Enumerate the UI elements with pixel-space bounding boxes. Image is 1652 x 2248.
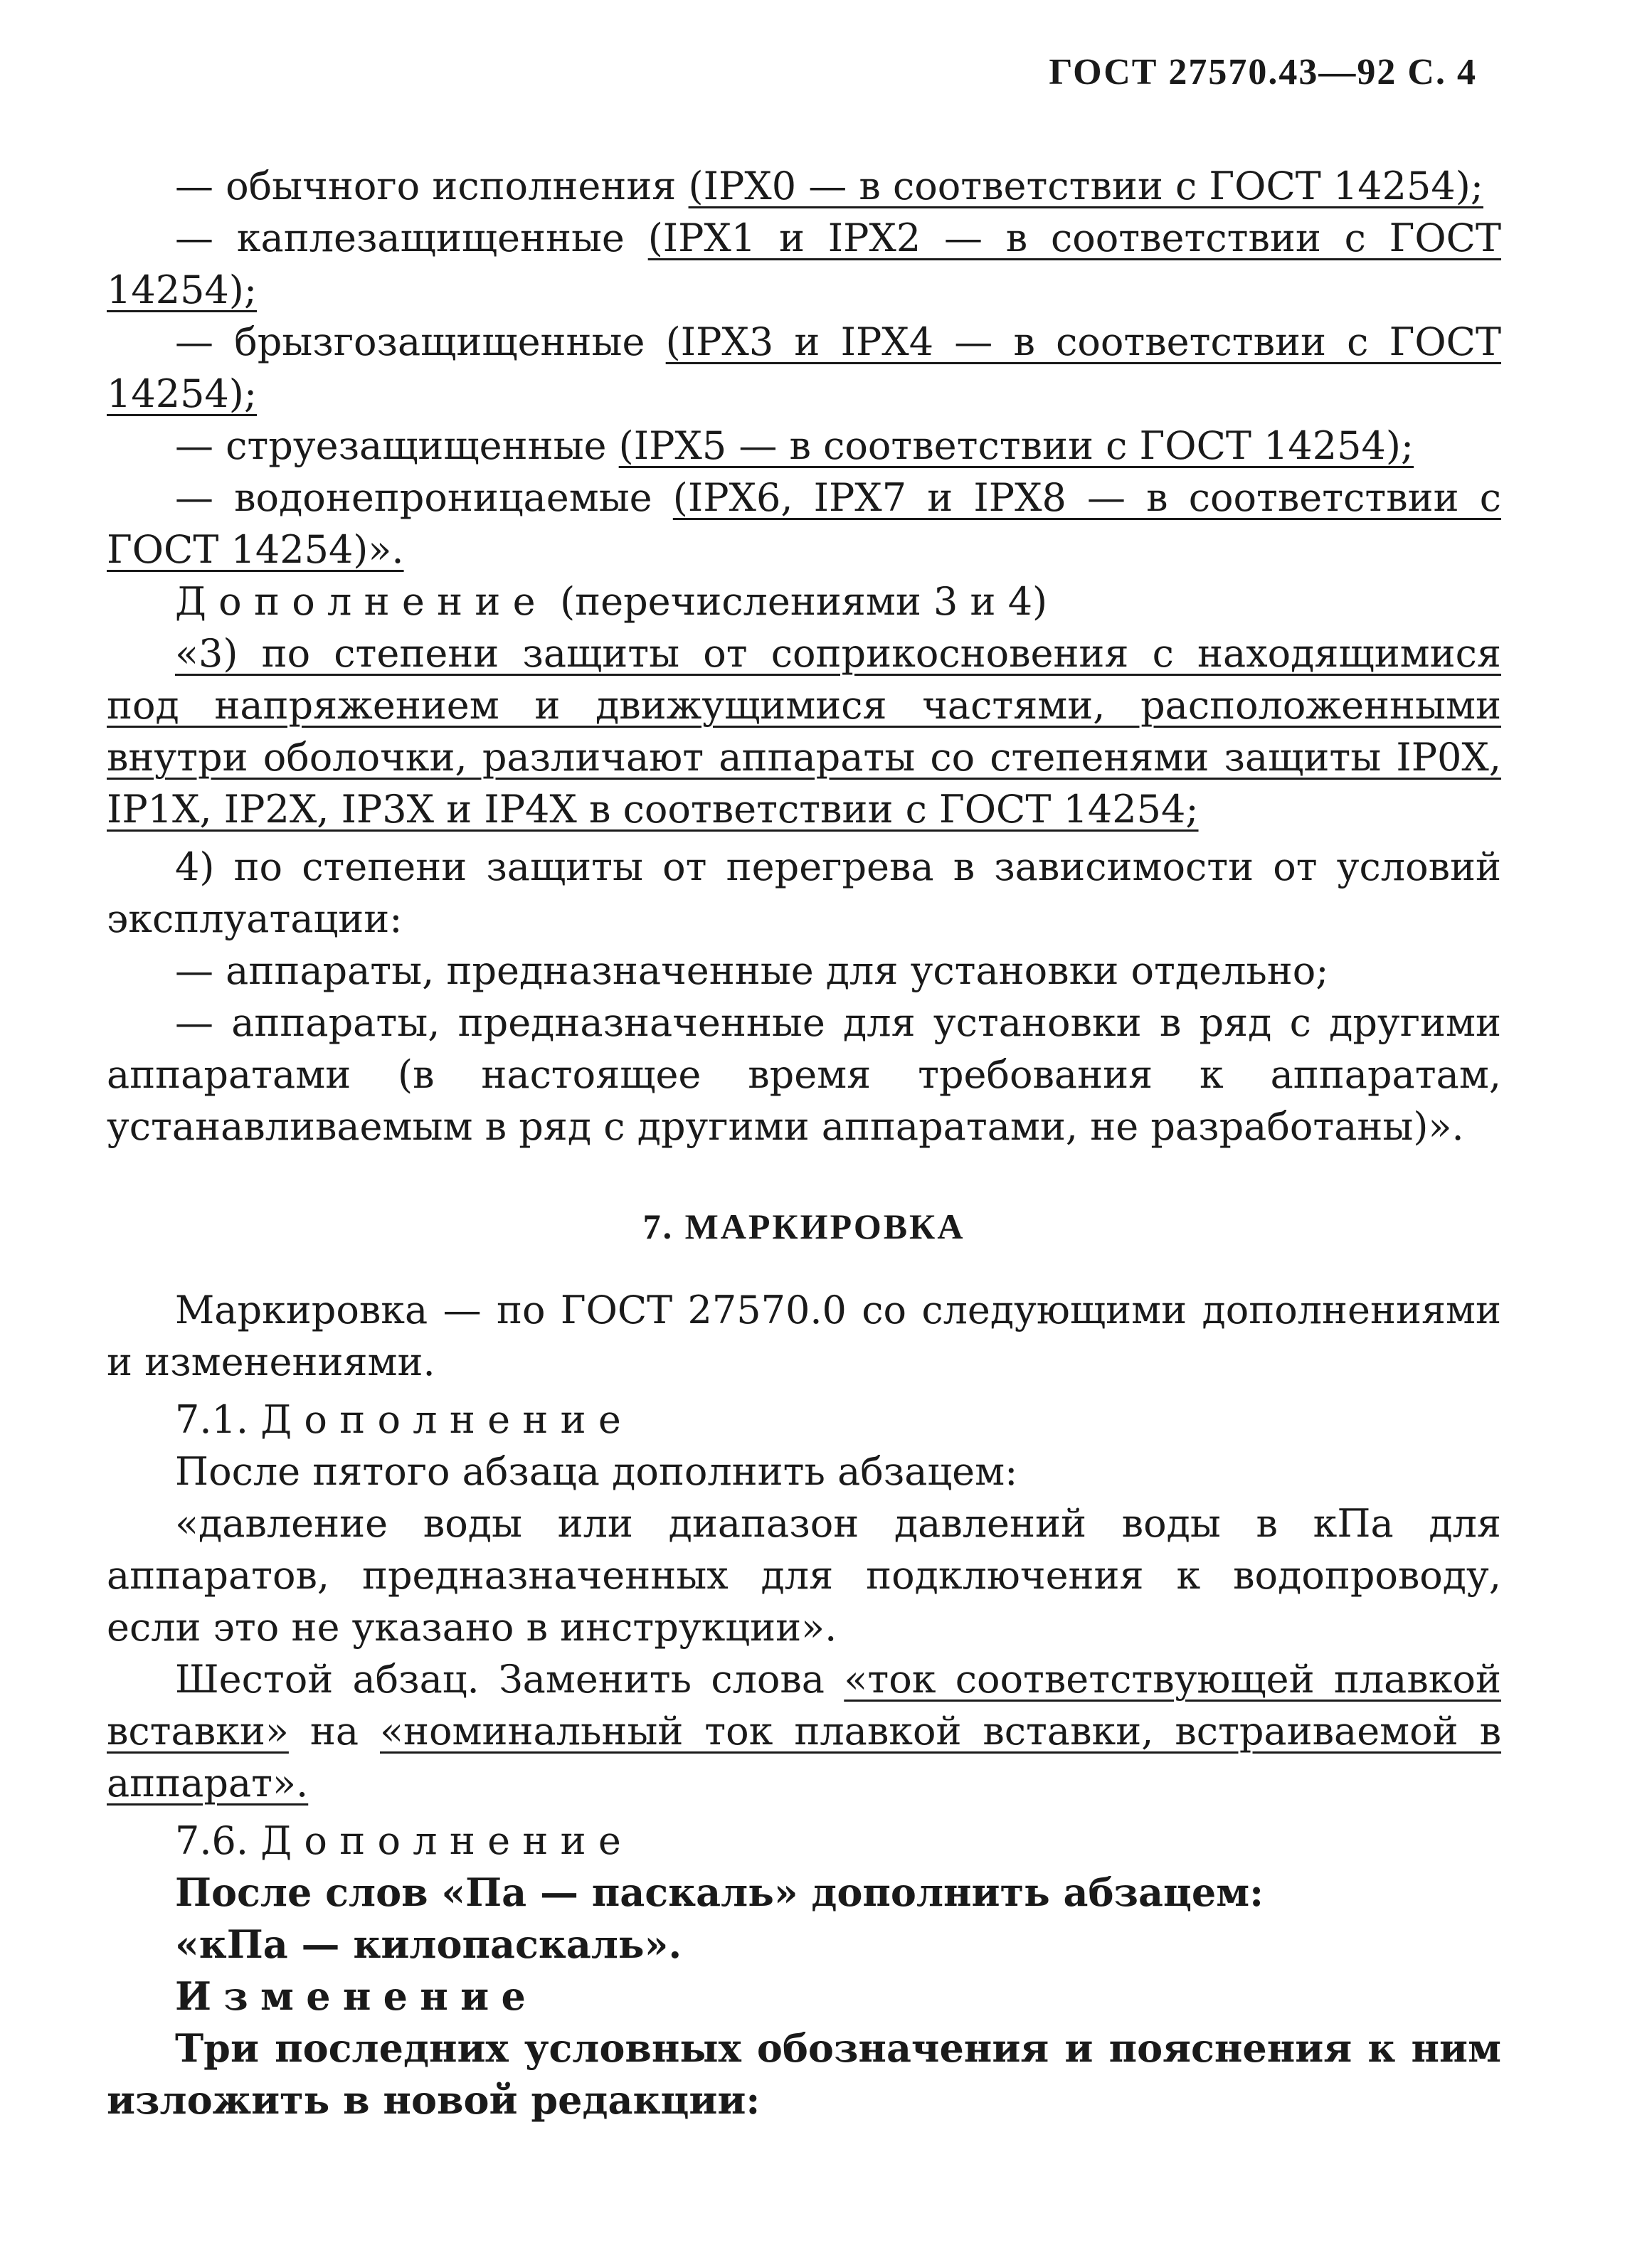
item-4-line-2: — аппараты, предназначенные для установки в ряд с другими аппаратами (в настоящее время требования к аппаратам, устанавливаемым в ряд с другими аппаратами, не разработаны)». [107, 1000, 1501, 1149]
section-intro: Маркировка — по ГОСТ 27570.0 со следующими дополнениями и изменениями. [107, 1288, 1501, 1384]
change-label: Изменение [175, 1973, 539, 2019]
underlined-amendment: (IPX5 — в соответствии с ГОСТ 14254); [618, 423, 1414, 468]
item-3 [107, 627, 1501, 835]
clause-7-6-label: 7.6. Дополнение [175, 1818, 634, 1863]
underlined-amendment: (IPX3 и IPX4 — в соответствии с ГОСТ 14254); [107, 319, 1501, 416]
clause-7-1-label: 7.1. Дополнение [175, 1397, 634, 1442]
clause-7-6-quote: «кПа — килопаскаль». [175, 1921, 682, 1967]
underlined-amendment: (IPX0 — в соответствии с ГОСТ 14254); [688, 164, 1483, 208]
item-4-intro: 4) по степени защиты от перегрева в зависимости от условий эксплуатации: [107, 844, 1501, 941]
underlined-amendment: «3) по степени защиты от соприкосновения с находящимися под напряжением и движущимися частями, расположенными внутри оболочки, различают аппараты со степенями защиты IP0X, IP1X, IP2X, IP3X и IP4X в соответствии с ГОСТ 14254; [107, 631, 1501, 832]
underlined-amendment: (IPX1 и IPX2 — в соответствии с ГОСТ 14254); [107, 216, 1501, 312]
clause-7-1-quote: «давление воды или диапазон давлений воды в кПа для аппаратов, предназначенных для подключения к водопроводу, если это не указано в инструкции». [107, 1501, 1501, 1650]
item-4-line-1: — аппараты, предназначенные для установки отдельно; [175, 948, 1329, 993]
page-header: ГОСТ 27570.43—92 С. 4 [1049, 52, 1477, 92]
list-item-jet-proof: — струезащищенные (IPX5 — в соответствии с ГОСТ 14254); [175, 423, 1414, 468]
supplement-note: Дополнение (перечислениями 3 и 4) [175, 579, 1048, 624]
clause-7-6-instruction: После слов «Па — паскаль» дополнить абзацем: [175, 1870, 1264, 1915]
supplement-label: Дополнение [175, 579, 548, 624]
list-item-watertight: — водонепроницаемые (IPX6, IPX7 и IPX8 — в соответствии с ГОСТ 14254)». [107, 475, 1501, 572]
section-heading: 7. МАРКИРОВКА [642, 1207, 965, 1246]
list-item-ordinary: — обычного исполнения (IPX0 — в соответствии с ГОСТ 14254); [175, 164, 1483, 208]
underlined-amendment: (IPX6, IPX7 и IPX8 — в соответствии с ГОСТ 14254)». [107, 475, 1501, 572]
clause-7-1-replacement: Шестой абзац. Заменить слова «ток соответствующей плавкой вставки» на «номинальный ток плавкой вставки, встраиваемой в аппарат». [107, 1657, 1502, 1806]
document-body [107, 160, 1501, 2126]
list-item-splash-proof: — брызгозащищенные (IPX3 и IPX4 — в соответствии с ГОСТ 14254); [107, 319, 1501, 416]
clause-7-1-instruction: После пятого абзаца дополнить абзацем: [175, 1449, 1018, 1494]
change-text: Три последних условных обозначения и пояснения к ним изложить в новой редакции: [107, 2025, 1501, 2123]
list-item-drip-proof: — каплезащищенные (IPX1 и IPX2 — в соответствии с ГОСТ 14254); [107, 216, 1501, 312]
underlined-new-text: «номинальный ток плавкой вставки, встраиваемой в аппарат». [107, 1709, 1502, 1806]
underlined-old-text: «ток соответствующей плавкой вставки» [107, 1657, 1501, 1754]
